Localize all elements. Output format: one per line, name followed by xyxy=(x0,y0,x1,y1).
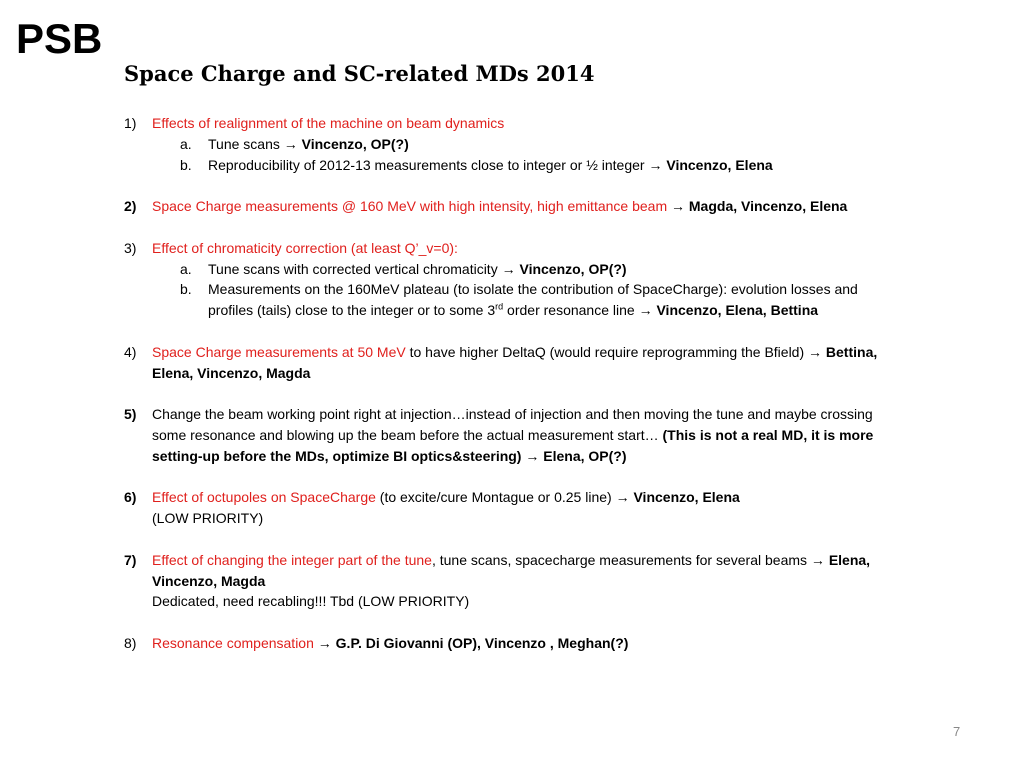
item-number: 7) xyxy=(124,551,137,568)
item-number: 6) xyxy=(124,489,137,506)
item-note: Dedicated, need recabling!!! Tbd (LOW PRIORITY) xyxy=(152,593,470,610)
arrow-icon: → xyxy=(283,135,298,152)
list-item-5 xyxy=(124,404,884,466)
responsible-names: Magda, Vincenzo, Elena xyxy=(688,198,848,215)
sub-text: Tune scans xyxy=(208,135,284,152)
sub-item-1a xyxy=(124,134,884,155)
responsible-names: Vincenzo, Elena xyxy=(633,489,740,506)
item-heading: Effect of octupoles on SpaceCharge xyxy=(152,489,376,506)
responsible-names: Vincenzo, OP(?) xyxy=(519,260,627,277)
item-number: 8) xyxy=(124,634,137,651)
item-number: 1) xyxy=(124,115,137,131)
md-list xyxy=(124,113,884,654)
item-text: Change the beam working point right at injection…instead of injection and then moving the tune and maybe crossing some resonance and blowing up the beam before the actual measurement start… xyxy=(152,406,873,443)
arrow-icon: → xyxy=(648,156,663,173)
sub-item-3b xyxy=(124,279,884,321)
list-item-4 xyxy=(124,342,884,384)
responsible-names: Vincenzo, Elena xyxy=(666,156,773,173)
arrow-icon: → xyxy=(810,551,825,568)
item-text: , tune scans, spacecharge measurements for several beams xyxy=(431,551,811,568)
page-number: 7 xyxy=(953,724,961,739)
responsible-names: Elena, Vincenzo, Magda xyxy=(152,551,871,589)
item-heading: Effect of chromaticity correction (at least Q’_v=0): xyxy=(152,239,458,256)
responsible-names: Elena, OP(?) xyxy=(543,447,627,464)
sub-letter: a. xyxy=(180,135,192,152)
item-number: 4) xyxy=(124,343,137,360)
superscript: rd xyxy=(495,301,504,312)
sub-letter: a. xyxy=(180,260,192,277)
sub-letter: b. xyxy=(180,156,192,173)
sub-text: Measurements on the 160MeV plateau (to isolate the contribution of SpaceCharge): evolution losses and profiles (tails) close to the integer or to some 3 xyxy=(208,281,858,319)
item-heading: Space Charge measurements @ 160 MeV with high intensity, high emittance beam xyxy=(152,198,668,215)
sub-item-3a xyxy=(124,259,884,280)
sub-letter: b. xyxy=(180,281,192,298)
arrow-icon: → xyxy=(615,489,630,506)
arrow-icon: → xyxy=(808,343,823,360)
arrow-icon: → xyxy=(638,302,653,319)
item-note: (LOW PRIORITY) xyxy=(152,510,264,527)
list-item-8 xyxy=(124,633,884,654)
item-heading: Effects of realignment of the machine on beam dynamics xyxy=(152,115,505,131)
sub-text-cont: order resonance line xyxy=(503,302,639,319)
responsible-names: Bettina, Elena, Vincenzo, Magda xyxy=(152,343,878,381)
psb-logo: PSB xyxy=(16,15,103,62)
arrow-icon: → xyxy=(317,634,332,651)
responsible-names: Vincenzo, OP(?) xyxy=(301,135,409,152)
list-item-2 xyxy=(124,196,884,217)
list-item-1 xyxy=(124,113,884,134)
list-item-3 xyxy=(124,238,884,259)
arrow-icon: → xyxy=(525,447,540,464)
arrow-icon: → xyxy=(501,260,516,277)
responsible-names: Vincenzo, Elena, Bettina xyxy=(656,302,819,319)
list-item-6 xyxy=(124,487,884,529)
item-number: 3) xyxy=(124,239,137,256)
item-text: (to excite/cure Montague or 0.25 line) xyxy=(375,489,616,506)
arrow-icon: → xyxy=(671,198,685,215)
item-number: 5) xyxy=(124,406,137,423)
item-text: to have higher DeltaQ (would require reprogramming the Bfield) xyxy=(405,343,809,360)
list-item-7 xyxy=(124,550,884,612)
slide-title: Space Charge and SC-related MDs 2014 xyxy=(124,61,595,86)
item-heading: Resonance compensation xyxy=(152,634,314,651)
item-heading: Space Charge measurements at 50 MeV xyxy=(152,343,406,360)
item-number: 2) xyxy=(124,198,137,215)
item-bold-text: (This is not a real MD, it is more setting-up before the MDs, optimize BI optics&steering) xyxy=(152,426,874,464)
item-heading: Effect of changing the integer part of the tune xyxy=(152,551,432,568)
sub-text: Tune scans with corrected vertical chromaticity xyxy=(208,260,502,277)
responsible-names: G.P. Di Giovanni (OP), Vincenzo , Meghan(?) xyxy=(335,634,629,651)
sub-item-1b xyxy=(124,155,884,176)
sub-text: Reproducibility of 2012-13 measurements close to integer or ½ integer xyxy=(208,156,649,173)
